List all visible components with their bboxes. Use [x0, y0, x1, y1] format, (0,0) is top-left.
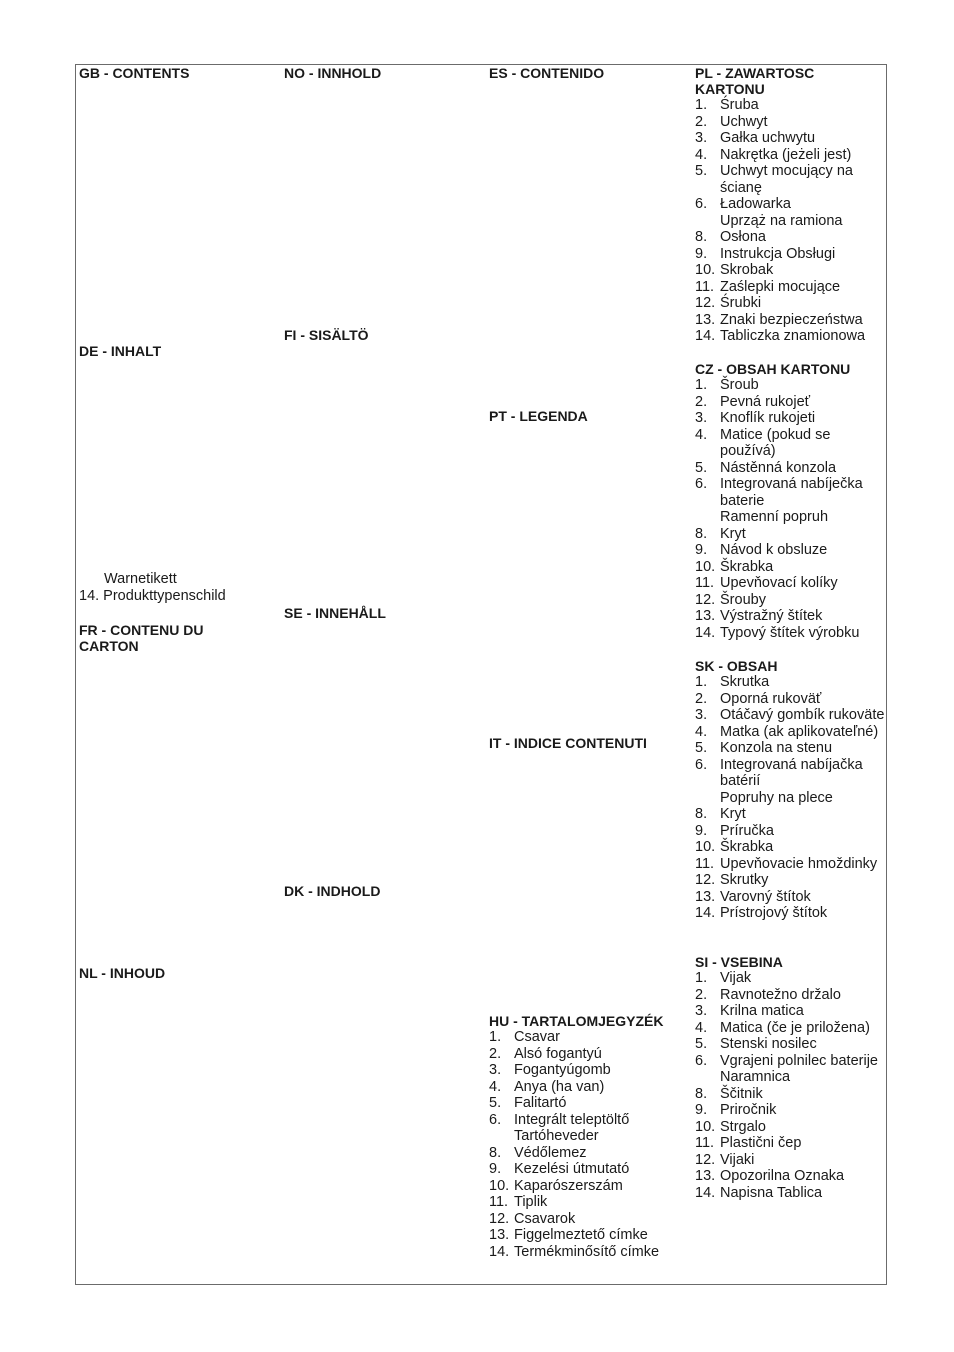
list-item-number: 14. [695, 905, 716, 921]
list-item-text: Vgrajeni polnilec baterije [720, 1052, 878, 1069]
list-item-text: Oporná rukoväť [720, 690, 822, 707]
list-item-text: Kryt [720, 806, 746, 822]
list-item-number: 8. [695, 229, 708, 245]
list-item [695, 377, 885, 394]
heading-dk: DK - INDHOLD [284, 883, 381, 899]
list-item-number: 2. [695, 393, 708, 410]
list-item-number: 5. [695, 740, 708, 756]
list-item [695, 130, 885, 147]
list-item [695, 1119, 885, 1136]
list-si [695, 970, 885, 1201]
list-item-number: 12. [695, 1151, 716, 1168]
list-item [695, 674, 895, 691]
list-item-text: Termékminősítő címke [514, 1243, 660, 1260]
list-item-text: Uchwyt [720, 113, 768, 130]
heading-si: SI - VSEBINA [695, 954, 783, 970]
list-item-text: Znaki bezpieczeństwa [720, 311, 863, 328]
list-item [489, 1095, 679, 1112]
list-item-number: 3. [489, 1062, 502, 1078]
list-item-text: Upevňovací kolíky [720, 575, 838, 591]
list-item-text: Vijaki [720, 1151, 755, 1168]
list-item-number: 10. [695, 558, 716, 575]
list-item-text: Kezelési útmutató [514, 1161, 630, 1177]
list-item [695, 856, 895, 873]
list-item [695, 790, 895, 807]
list-item-number: 2. [695, 113, 708, 130]
heading-es: ES - CONTENIDO [489, 65, 605, 81]
list-item [695, 262, 885, 279]
list-item-text: Śrubki [720, 295, 762, 311]
list-item-number: 14. [695, 328, 716, 344]
list-item-text: Konzola na stenu [720, 740, 833, 756]
list-item-text: Tabliczka znamionowa [720, 328, 866, 344]
list-item-number: 5. [695, 1036, 708, 1052]
list-item-number: 11. [695, 575, 715, 591]
list-hu [489, 1029, 679, 1260]
list-item [695, 987, 885, 1004]
heading-cz: CZ - OBSAH KARTONU [695, 361, 851, 377]
list-item-text: Plastični čep [720, 1135, 802, 1151]
list-item [695, 1152, 885, 1169]
list-item-number: 10. [695, 262, 716, 278]
list-item [695, 213, 885, 230]
list-cz [695, 377, 885, 641]
list-item-number: 12. [695, 295, 716, 311]
list-item-number: 9. [695, 542, 708, 558]
list-item-number: 2. [695, 690, 708, 707]
list-item-number: 3. [695, 1003, 708, 1019]
list-item [695, 229, 885, 246]
list-item [695, 246, 885, 263]
list-item [695, 163, 885, 196]
list-item-text: Integrovaná nabíječka baterie [720, 476, 863, 509]
list-item-text: Stenski nosilec [720, 1036, 817, 1052]
list-item [489, 1211, 679, 1228]
heading-sk: SK - OBSAH [695, 658, 778, 674]
list-item-number: 4. [695, 146, 708, 163]
list-item-text: Védőlemez [514, 1144, 587, 1161]
list-item-number: 14. [695, 1184, 716, 1201]
list-item-number: 1. [695, 377, 708, 393]
heading-pl: PL - ZAWARTOSC KARTONU [695, 65, 815, 97]
list-item [695, 575, 885, 592]
list-item-number: 8. [695, 806, 708, 822]
list-item-number: 5. [695, 163, 708, 179]
list-item-number: 4. [695, 426, 708, 443]
list-item-text: Ravnotežno držalo [720, 986, 841, 1003]
list-item [695, 1168, 885, 1185]
list-item-text: Nástěnná konzola [720, 459, 837, 476]
list-item [695, 905, 895, 922]
list-item-text: Krilna matica [720, 1003, 804, 1019]
list-item-number: 12. [695, 872, 716, 888]
heading-no: NO - INNHOLD [284, 65, 382, 81]
list-item-number: 1. [695, 97, 708, 113]
list-item-number: 3. [695, 707, 708, 723]
list-item-text: Skrutky [720, 872, 769, 888]
list-item-text: Priročnik [720, 1102, 777, 1118]
list-item-text: Skrobak [720, 262, 774, 278]
list-item-text: Kryt [720, 525, 746, 542]
list-item-number: 12. [489, 1210, 510, 1227]
list-item [695, 839, 895, 856]
heading-se: SE - INNEHÅLL [284, 605, 386, 621]
list-item-text: Varovný štítok [720, 888, 811, 905]
list-item [695, 806, 895, 823]
list-item-number: 6. [695, 756, 708, 773]
list-item [695, 295, 885, 312]
heading-gb: GB - CONTENTS [79, 65, 190, 81]
list-item-text: Skrutka [720, 674, 770, 690]
list-item [695, 476, 885, 509]
de-rating-plate-line: 14. Produkttypenschild [79, 588, 226, 604]
list-item-number: 13. [695, 1168, 716, 1184]
list-item [695, 328, 885, 345]
list-item-number: 9. [695, 1102, 708, 1118]
list-item [489, 1178, 679, 1195]
list-item-number: 1. [489, 1029, 502, 1045]
list-item [695, 147, 885, 164]
list-item [695, 1135, 885, 1152]
list-item-text: Pevná rukojeť [720, 393, 811, 410]
list-item-number: 11. [489, 1194, 509, 1210]
list-item [695, 97, 885, 114]
list-item [695, 542, 885, 559]
list-item-number: 3. [695, 130, 708, 146]
list-item-text: Uprząż na ramiona [720, 212, 843, 229]
list-item-text: Matice (pokud se používá) [720, 426, 831, 459]
list-item [695, 279, 885, 296]
heading-de: DE - INHALT [79, 343, 162, 359]
list-item [489, 1244, 679, 1261]
heading-nl: NL - INHOUD [79, 965, 166, 981]
list-item [489, 1079, 679, 1096]
list-item [695, 410, 885, 427]
list-item-number: 11. [695, 1135, 715, 1151]
list-item-text: Príručka [720, 822, 774, 839]
list-item-text: Upevňovacie hmoždinky [720, 855, 878, 872]
list-item [489, 1128, 679, 1145]
list-item-number: 2. [695, 986, 708, 1003]
list-item-text: Kaparószerszám [514, 1177, 623, 1194]
list-item [489, 1194, 679, 1211]
list-item [695, 1036, 885, 1053]
list-item-number: 9. [489, 1161, 502, 1177]
list-item-number: 2. [489, 1045, 502, 1062]
list-item-text: Škrabka [720, 839, 774, 855]
list-item-text: Naramnica [720, 1069, 791, 1085]
list-item-text: Integrált teleptöltő [514, 1111, 630, 1128]
list-item [695, 312, 885, 329]
list-item [695, 526, 885, 543]
list-item-number: 1. [695, 970, 708, 986]
list-item [695, 1086, 885, 1103]
heading-fi: FI - SISÄLTÖ [284, 327, 369, 343]
list-item-text: Anya (ha van) [514, 1078, 605, 1095]
list-item [695, 559, 885, 576]
list-item [489, 1062, 679, 1079]
list-item-text: Strgalo [720, 1118, 766, 1135]
list-item-text: Gałka uchwytu [720, 130, 816, 146]
list-item [489, 1145, 679, 1162]
list-item-number: 14. [695, 624, 716, 641]
list-item-number: 9. [695, 245, 708, 262]
list-item [695, 970, 885, 987]
heading-pt: PT - LEGENDA [489, 408, 588, 424]
list-item [489, 1046, 679, 1063]
list-item-number: 10. [695, 839, 716, 855]
list-item-text: Zaślepki mocujące [720, 278, 841, 295]
list-item-text: Prístrojový štítok [720, 905, 828, 921]
list-item-number: 5. [695, 459, 708, 476]
list-item [695, 691, 895, 708]
list-item-number: 4. [489, 1078, 502, 1095]
list-item-number: 8. [695, 1085, 708, 1102]
list-item-number: 9. [695, 822, 708, 839]
list-item-text: Ładowarka [720, 196, 791, 212]
list-item [695, 427, 885, 460]
list-item-text: Csavarok [514, 1210, 576, 1227]
list-item-number: 6. [695, 196, 708, 212]
list-item-number: 5. [489, 1095, 502, 1111]
list-item-number: 4. [695, 723, 708, 740]
list-item [695, 608, 885, 625]
list-item-text: Matica (če je priložena) [720, 1019, 870, 1036]
list-item-text: Knoflík rukojeti [720, 410, 816, 426]
list-item [695, 889, 895, 906]
list-item-text: Šroub [720, 377, 759, 393]
list-item [489, 1029, 679, 1046]
list-item-number: 4. [695, 1019, 708, 1036]
list-item-text: Typový štítek výrobku [720, 624, 860, 641]
list-item-text: Csavar [514, 1029, 560, 1045]
list-item [489, 1227, 679, 1244]
list-item [695, 1069, 885, 1086]
list-item-text: Falitartó [514, 1095, 567, 1111]
heading-fr: FR - CONTENU DU CARTON [79, 622, 204, 654]
list-item-text: Tartóheveder [514, 1128, 599, 1144]
list-item [695, 1185, 885, 1202]
list-item-number: 8. [695, 525, 708, 542]
list-item-number: 6. [695, 476, 708, 492]
list-item [489, 1161, 679, 1178]
list-item-text: Vijak [720, 970, 752, 986]
list-item-number: 8. [489, 1144, 502, 1161]
list-item-text: Fogantyúgomb [514, 1062, 611, 1078]
list-item-text: Osłona [720, 229, 766, 245]
list-item [695, 460, 885, 477]
list-item [695, 872, 895, 889]
list-item-number: 11. [695, 278, 715, 295]
list-item [695, 114, 885, 131]
list-item-number: 13. [695, 888, 716, 905]
list-item [695, 394, 885, 411]
list-item [695, 196, 885, 213]
list-item [695, 757, 895, 790]
list-item-number: 3. [695, 410, 708, 426]
de-warning-label-line: Warnetikett [104, 571, 177, 587]
list-sk [695, 674, 895, 922]
list-item-text: Škrabka [720, 558, 774, 575]
list-item [695, 1003, 885, 1020]
list-item [489, 1112, 679, 1129]
heading-it: IT - INDICE CONTENUTI [489, 735, 647, 751]
list-item-text: Popruhy na plece [720, 789, 833, 806]
list-item-text: Šrouby [720, 591, 766, 608]
list-item-text: Uchwyt mocujący na ścianę [720, 163, 853, 196]
list-item-number: 6. [695, 1052, 708, 1069]
list-item-text: Nakrętka (jeżeli jest) [720, 146, 852, 163]
list-item-text: Ramenní popruh [720, 509, 829, 525]
list-pl [695, 97, 885, 345]
list-item [695, 509, 885, 526]
list-item-number: 13. [695, 608, 716, 624]
list-item-number: 1. [695, 674, 708, 690]
list-item-number: 13. [489, 1227, 510, 1243]
list-item-text: Otáčavý gombík rukoväte [720, 707, 885, 723]
list-item-number: 14. [489, 1243, 510, 1260]
list-item [695, 1020, 885, 1037]
list-item-number: 10. [489, 1177, 510, 1194]
list-item-number: 6. [489, 1111, 502, 1128]
list-item [695, 707, 895, 724]
list-item-text: Napisna Tablica [720, 1184, 823, 1201]
list-item-text: Integrovaná nabíjačka batérií [720, 756, 863, 789]
list-item-text: Śruba [720, 97, 759, 113]
list-item-text: Opozorilna Oznaka [720, 1168, 845, 1184]
list-item [695, 592, 885, 609]
list-item [695, 823, 895, 840]
heading-hu: HU - TARTALOMJEGYZÉK [489, 1013, 664, 1029]
list-item-number: 12. [695, 591, 716, 608]
list-item [695, 625, 885, 642]
list-item-text: Matka (ak aplikovateľné) [720, 723, 879, 740]
list-item-number: 13. [695, 311, 716, 328]
list-item-text: Alsó fogantyú [514, 1045, 602, 1062]
list-item [695, 740, 895, 757]
list-item [695, 1102, 885, 1119]
list-item-text: Ščitnik [720, 1085, 763, 1102]
list-item-number: 11. [695, 855, 715, 872]
list-item-text: Tiplik [514, 1194, 548, 1210]
list-item [695, 724, 895, 741]
list-item-text: Figgelmeztető címke [514, 1227, 648, 1243]
list-item [695, 1053, 885, 1070]
list-item-text: Instrukcja Obsługi [720, 245, 836, 262]
list-item-text: Výstražný štítek [720, 608, 823, 624]
list-item-text: Návod k obsluze [720, 542, 828, 558]
list-item-number: 10. [695, 1118, 716, 1135]
